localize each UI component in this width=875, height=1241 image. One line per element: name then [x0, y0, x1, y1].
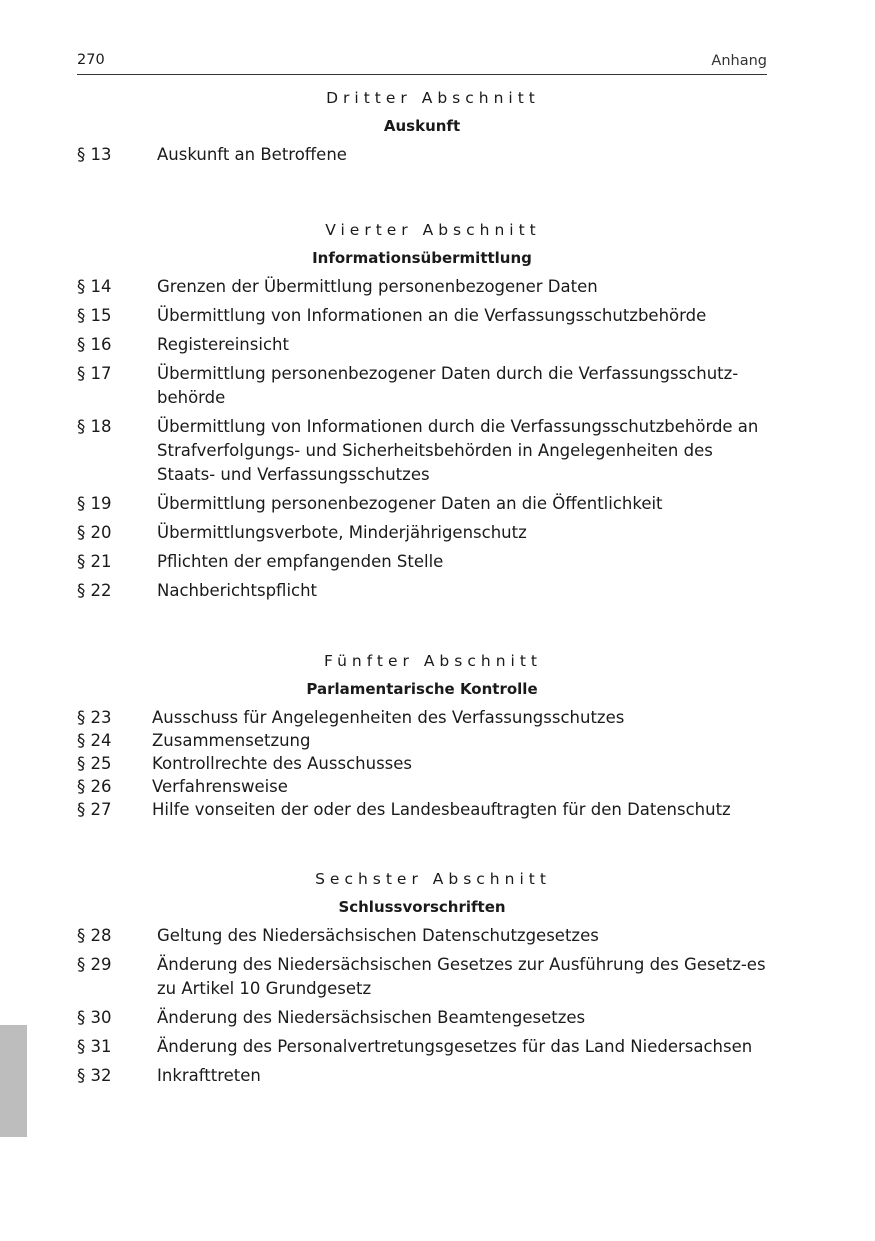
toc-entry [77, 1035, 767, 1059]
toc-entry [77, 143, 767, 167]
section-vierter-abschnitt [77, 217, 767, 608]
toc-entry [77, 550, 767, 574]
paragraph-number: § 31 [77, 1037, 112, 1056]
paragraph-title: Pflichten der empfangenden Stelle [157, 552, 444, 571]
paragraph-number: § 21 [77, 552, 112, 571]
paragraph-title: Übermittlung personenbezogener Daten durch die Verfassungsschutz-behörde [157, 364, 739, 407]
toc-entry [77, 752, 767, 775]
page-header [77, 52, 767, 75]
paragraph-number: § 17 [77, 364, 112, 383]
paragraph-number: § 25 [77, 754, 112, 773]
paragraph-title: Zusammensetzung [152, 731, 311, 750]
paragraph-number: § 29 [77, 955, 112, 974]
paragraph-number: § 14 [77, 277, 112, 296]
paragraph-title: Verfahrensweise [152, 777, 288, 796]
toc-entry [77, 706, 767, 729]
paragraph-title: Ausschuss für Angelegenheiten des Verfassungsschutzes [152, 708, 625, 727]
paragraph-title: Registereinsicht [157, 335, 289, 354]
paragraph-number: § 27 [77, 800, 112, 819]
toc-entry [77, 521, 767, 545]
paragraph-title: Änderung des Niedersächsischen Gesetzes zur Ausführung des Gesetz-es zu Artikel 10 Grundgesetz [157, 955, 766, 998]
thumb-index-tab [0, 1025, 27, 1137]
toc-entry [77, 579, 767, 603]
paragraph-number: § 13 [77, 145, 112, 164]
paragraph-title: Kontrollrechte des Ausschusses [152, 754, 413, 773]
paragraph-number: § 23 [77, 708, 112, 727]
toc-entry [77, 275, 767, 299]
section-title: Schlussvorschriften [338, 898, 506, 916]
toc-entry [77, 924, 767, 948]
paragraph-number: § 32 [77, 1066, 112, 1085]
toc-entry [77, 729, 767, 752]
section-dritter-abschnitt [77, 85, 767, 172]
paragraph-title: Grenzen der Übermittlung personenbezogener Daten [157, 277, 598, 296]
paragraph-number: § 16 [77, 335, 112, 354]
paragraph-number: § 26 [77, 777, 112, 796]
paragraph-number: § 28 [77, 926, 112, 945]
paragraph-title: Nachberichtspflicht [157, 581, 318, 600]
toc-entry [77, 798, 767, 821]
section-title: Parlamentarische Kontrolle [306, 680, 538, 698]
paragraph-title: Geltung des Niedersächsischen Datenschutzgesetzes [157, 926, 599, 945]
section-label: Vierter Abschnitt [325, 221, 541, 239]
section-sechster-abschnitt [77, 866, 767, 1093]
paragraph-number: § 18 [77, 417, 112, 436]
toc-entry [77, 1064, 767, 1088]
section-title: Auskunft [383, 117, 461, 135]
toc-entry [77, 492, 767, 516]
paragraph-title: Übermittlung personenbezogener Daten an die Öffentlichkeit [157, 494, 663, 513]
section-label: Sechster Abschnitt [315, 870, 551, 888]
paragraph-title: Auskunft an Betroffene [157, 145, 347, 164]
toc-entry [77, 775, 767, 798]
paragraph-number: § 22 [77, 581, 112, 600]
toc-entry [77, 362, 767, 410]
paragraph-number: § 20 [77, 523, 112, 542]
paragraph-number: § 15 [77, 306, 112, 325]
toc-entry [77, 953, 767, 1001]
section-fuenfter-abschnitt [77, 648, 767, 821]
section-label: Fünfter Abschnitt [324, 652, 542, 670]
toc-entry [77, 304, 767, 328]
paragraph-title: Hilfe vonseiten der oder des Landesbeauftragten für den Datenschutz [152, 800, 731, 819]
section-title: Informationsübermittlung [312, 249, 532, 267]
toc-entry [77, 333, 767, 357]
paragraph-number: § 30 [77, 1008, 112, 1027]
paragraph-title: Übermittlungsverbote, Minderjährigenschutz [157, 523, 527, 542]
toc-entry [77, 1006, 767, 1030]
toc-entry [77, 415, 767, 487]
section-label: Dritter Abschnitt [326, 89, 540, 107]
paragraph-number: § 24 [77, 731, 112, 750]
paragraph-title: Inkrafttreten [157, 1066, 261, 1085]
paragraph-title: Änderung des Personalvertretungsgesetzes für das Land Niedersachsen [157, 1037, 753, 1056]
paragraph-title: Übermittlung von Informationen an die Verfassungsschutzbehörde [157, 306, 707, 325]
running-head: Anhang [711, 53, 767, 69]
paragraph-title: Änderung des Niedersächsischen Beamtengesetzes [157, 1008, 586, 1027]
page-number: 270 [77, 52, 105, 68]
paragraph-title: Übermittlung von Informationen durch die Verfassungsschutzbehörde an Strafverfolgungs- und Sicherheitsbehörden in Angelegenheiten des Staats- und Verfassungsschutzes [157, 417, 759, 484]
paragraph-number: § 19 [77, 494, 112, 513]
